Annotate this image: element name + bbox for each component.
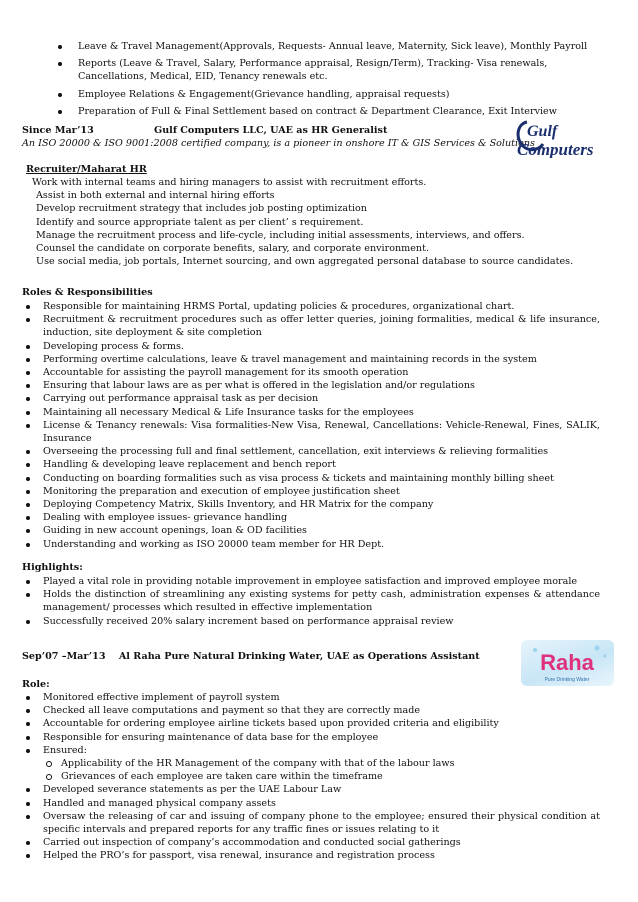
job2-role-item: Monitored effective implement of payroll system <box>22 691 600 704</box>
role-item: Developing process & forms. <box>22 340 600 353</box>
job2-roles-b <box>22 783 600 862</box>
highlight-item: Played a vital role in providing notable improvement in employee satisfaction and improved employee morale <box>22 575 600 588</box>
recruiter-heading: Recruiter/Maharat HR <box>26 164 147 175</box>
role-item: Monitoring the preparation and execution of employee justification sheet <box>22 485 600 498</box>
job1-period: Since Mar’13 <box>22 125 94 136</box>
job2-role-block <box>22 691 600 863</box>
job2-role-item: Ensured: <box>22 744 600 757</box>
job2-role-item: Helped the PRO’s for passport, visa renewal, insurance and registration process <box>22 849 600 862</box>
recruiter-line: Identify and source appropriate talent as per client’ s requirement. <box>36 216 364 228</box>
role-item: Carrying out performance appraisal task as per decision <box>22 392 600 405</box>
job2-role-item: Carried out inspection of company’s accommodation and conducted social gatherings <box>22 836 600 849</box>
highlights-heading: Highlights: <box>22 562 83 573</box>
role-item: Performing overtime calculations, leave & travel management and maintaining records in the system <box>22 353 600 366</box>
top-duties-list <box>58 40 598 122</box>
role-item: Understanding and working as ISO 20000 team member for HR Dept. <box>22 538 600 551</box>
role-item: Overseeing the processing full and final settlement, cancellation, exit interviews & relieving formalities <box>22 445 600 458</box>
top-duty-item: Reports (Leave & Travel, Salary, Performance appraisal, Resign/Term), Tracking- Visa renewals, Cancellations, Medical, EID, Tenancy renewals etc. <box>58 57 598 83</box>
role-item: Recruitment & recruitment procedures such as offer letter queries, joining formalities, medical & life insurance, induction, site deployment & site completion <box>22 313 600 339</box>
ensured-sublist <box>43 757 600 783</box>
role-item: Guiding in new account openings, loan & OD facilities <box>22 524 600 537</box>
gulf-computers-logo <box>513 116 615 158</box>
job2-role-item: Developed severance statements as per the UAE Labour Law <box>22 783 600 796</box>
raha-logo-name: Raha <box>540 650 594 675</box>
role-item: Accountable for assisting the payroll management for its smooth operation <box>22 366 600 379</box>
role-item: Dealing with employee issues- grievance handling <box>22 511 600 524</box>
top-duty-item: Employee Relations & Engagement(Grievance handling, appraisal requests) <box>58 88 598 101</box>
job2-role-item: Handled and managed physical company assets <box>22 797 600 810</box>
top-duty-item: Preparation of Full & Final Settlement based on contract & Department Clearance, Exit Interview <box>58 105 598 118</box>
raha-logo-icon <box>521 640 614 686</box>
recruiter-line: Assist in both external and internal hiring efforts <box>36 190 275 202</box>
raha-logo-tagline: Pure Drinking Water <box>544 677 590 683</box>
raha-logo <box>521 640 614 686</box>
role-item: Conducting on boarding formalities such as visa process & tickets and maintaining monthly billing sheet <box>22 472 600 485</box>
highlights-list <box>22 575 600 628</box>
job2-role-item: Oversaw the releasing of car and issuing of company phone to the employee; ensured their physical condition at specific intervals and prepared reports for any traffic fines or issues relating to it <box>22 810 600 836</box>
highlight-item: Successfully received 20% salary increment based on performance appraisal review <box>22 615 600 628</box>
role-item: Handling & developing leave replacement and bench report <box>22 458 600 471</box>
job2-roles-a <box>22 691 600 757</box>
ensured-sub-item: Applicability of the HR Management of the company with that of the labour laws <box>43 757 600 770</box>
gulf-logo-line1: Gulf <box>527 123 558 140</box>
gulf-logo-line2: Computers <box>517 140 594 158</box>
role-item: Maintaining all necessary Medical & Life Insurance tasks for the employees <box>22 406 600 419</box>
gulf-computers-logo-icon <box>513 116 615 158</box>
role-heading: Role: <box>22 679 50 690</box>
job2-role-item: Checked all leave computations and payment so that they are correctly made <box>22 704 600 717</box>
roles-heading: Roles & Responsibilities <box>22 287 153 298</box>
highlight-item: Holds the distinction of streamlining any existing systems for petty cash, administration expenses & attendance management/ processes which resulted in effective implementation <box>22 588 600 614</box>
roles-list <box>22 300 600 551</box>
job1-company: Gulf Computers LLC, UAE as HR Generalist <box>154 125 388 136</box>
job2-role-item: Accountable for ordering employee airline tickets based upon provided criteria and eligibility <box>22 717 600 730</box>
job2-role-item: Responsible for ensuring maintenance of data base for the employee <box>22 731 600 744</box>
recruiter-line: Use social media, job portals, Internet sourcing, and own aggregated personal database to source candidates. <box>36 256 574 268</box>
ensured-sub-item: Grievances of each employee are taken care within the timeframe <box>43 770 600 783</box>
recruiter-line: Manage the recruitment process and life-cycle, including initial assessments, interviews, and offers. <box>36 229 525 241</box>
recruiter-line: Counsel the candidate on corporate benefits, salary, and corporate environment. <box>36 243 430 255</box>
role-item: License & Tenancy renewals: Visa formalities-New Visa, Renewal, Cancellations: Vehicle-Renewal, Fines, SALIK, Insurance <box>22 419 600 445</box>
top-duty-item: Leave & Travel Management(Approvals, Requests- Annual leave, Maternity, Sick leave), Monthly Payroll <box>58 40 598 53</box>
role-item: Responsible for maintaining HRMS Portal, updating policies & procedures, organizational chart. <box>22 300 600 313</box>
job1-tagline: An ISO 20000 & ISO 9001:2008 certified company, is a pioneer in onshore IT & GIS Services & Solutions <box>22 138 535 149</box>
role-item: Deploying Competency Matrix, Skills Inventory, and HR Matrix for the company <box>22 498 600 511</box>
recruiter-lines <box>32 176 574 268</box>
job2-title: Sep’07 –Mar’13 Al Raha Pure Natural Drinking Water, UAE as Operations Assistant <box>22 651 480 662</box>
recruiter-line: Work with internal teams and hiring managers to assist with recruitment efforts. <box>32 177 427 188</box>
role-item: Ensuring that labour laws are as per what is offered in the legislation and/or regulations <box>22 379 600 392</box>
recruiter-line: Develop recruitment strategy that includes job posting optimization <box>36 203 367 215</box>
